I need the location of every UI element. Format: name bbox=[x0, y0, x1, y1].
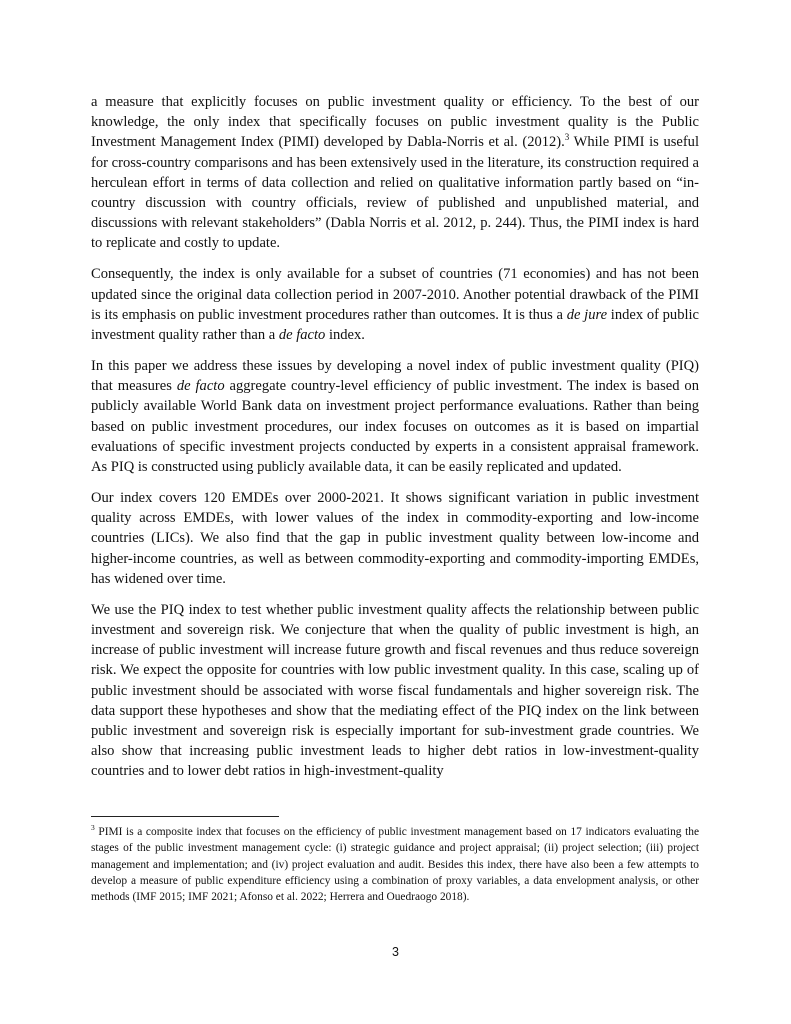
paragraph: Consequently, the index is only available for a subset of countries (71 economies) and has not been updated since the original data collection period in 2007-2010. Another potential drawback of the PIMI is its emphasis on public investment procedures rather than outcomes. It is thus a de jure index of public investment quality rather than a de facto index. bbox=[91, 266, 700, 344]
italic-term: de jure bbox=[566, 306, 608, 323]
footnote-reference[interactable]: 3 bbox=[564, 132, 570, 143]
footnote bbox=[91, 824, 699, 905]
body-text bbox=[91, 92, 699, 792]
paragraph: a measure that explicitly focuses on public investment quality or efficiency. To the best of our knowledge, the only index that specifically focuses on public investment quality is the Public Investment Management Index (PIMI) developed by Dabla-Norris et al. (2012).$^3$ While PIMI is useful for cross-country comparisons and has been extensively used in the literature, its construction required a herculean effort in terms of data collection and relied on qualitative information partly based on “in-country discussion with country officials, review of published and unpublished material, and discussions with relevant stakeholders” (Dabla Norris et al. 2012, p. 244). Thus, the PIMI index is hard to replicate and costly to update. bbox=[91, 94, 699, 252]
footnote-marker: 3 bbox=[91, 823, 95, 833]
italic-term: de facto bbox=[278, 327, 326, 344]
paragraph: Our index covers 120 EMDEs over 2000-2021. It shows significant variation in public investment quality across EMDEs, with lower values of the index in commodity-exporting and low-income countries (LICs). We also find that the gap in public investment quality between low-income and higher-income countries, as well as between commodity-exporting and commodity-importing EMDEs, has widened over time. bbox=[91, 490, 699, 587]
paragraph: We use the PIQ index to test whether public investment quality affects the relationship between public investment and sovereign risk. We conjecture that when the quality of public investment is high, an increase of public investment will increase future growth and fiscal revenues and thus reduce sovereign risk. We expect the opposite for countries with low public investment quality. In this case, scaling up of public investment should be associated with worse fiscal fundamentals and higher sovereign risk. The data support these hypotheses and show that the mediating effect of the PIQ index on the link between public investment and sovereign risk is especially important for sub-investment grade countries. We also show that increasing public investment leads to higher debt ratios in low-investment-quality countries and to lower debt ratios in high-investment-quality bbox=[91, 601, 699, 780]
footnote-text: PIMI is a composite index that focuses on the efficiency of public investment management based on 17 indicators evaluating the stages of the public investment management cycle: (i) strategic guidance and project appraisal; (ii) project selection; (iii) project management and implementation; and (iv) project evaluation and audit. Besides this index, there have also been a few attempts to develop a measure of public expenditure efficiency using a combination of proxy variables, a data envelopment analysis, or other methods (IMF 2015; IMF 2021; Afonso et al. 2022; Herrera and Ouedraogo 2018). bbox=[91, 826, 699, 904]
footnote-separator bbox=[91, 816, 279, 817]
paragraph: In this paper we address these issues by developing a novel index of public investment quality (PIQ) that measures de facto aggregate country-level efficiency of public investment. The index is based on publicly available World Bank data on investment project performance evaluations. Rather than being based on public investment procedures, our index focuses on outcomes as it is based on impartial evaluations of specific investment projects conducted by experts in a consistent appraisal framework. As PIQ is constructed using publicly available data, it can be easily replicated and updated. bbox=[91, 358, 699, 476]
page-number: 3 bbox=[392, 945, 399, 959]
italic-term: de facto bbox=[176, 378, 225, 395]
